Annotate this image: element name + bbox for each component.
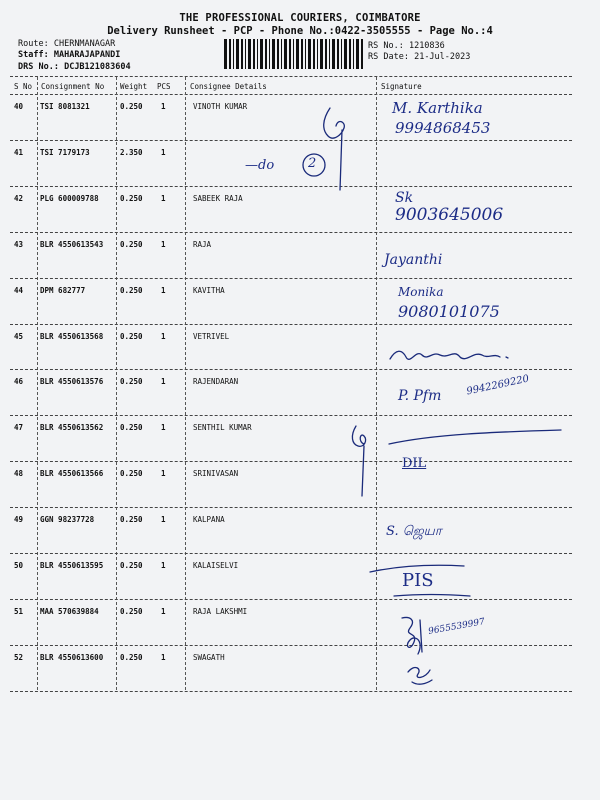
cell-consignee: SENTHIL KUMAR bbox=[193, 423, 252, 433]
rs-date-label: RS Date: bbox=[368, 52, 409, 62]
row-separator bbox=[10, 232, 572, 233]
rs-date-value: 21-Jul-2023 bbox=[414, 52, 471, 62]
row-separator bbox=[10, 186, 572, 187]
barcode-image bbox=[224, 39, 364, 69]
handwritten-sig: PIS bbox=[402, 570, 434, 591]
drs-label: DRS No.: bbox=[18, 62, 59, 72]
cell-consignment: BLR 4550613576 bbox=[40, 377, 104, 387]
cell-pcs: 1 bbox=[161, 423, 166, 433]
cell-sno: 45 bbox=[14, 331, 24, 341]
header-bottom-rule bbox=[10, 94, 572, 95]
cell-weight: 0.250 bbox=[120, 423, 143, 433]
rs-no-value: 1210836 bbox=[408, 41, 445, 51]
row-separator bbox=[10, 507, 572, 508]
rs-no-line bbox=[368, 41, 445, 51]
col-header-pcs: PCS bbox=[157, 82, 171, 91]
cell-consignee: RAJA LAKSHMI bbox=[193, 606, 248, 616]
cell-weight: 0.250 bbox=[120, 515, 143, 525]
cell-consignment: BLR 4550613562 bbox=[40, 423, 104, 433]
company-title: THE PROFESSIONAL COURIERS, COIMBATORE bbox=[179, 12, 421, 24]
cell-pcs: 1 bbox=[161, 377, 166, 387]
handwritten-phone: 9080101075 bbox=[398, 302, 500, 321]
cell-consignee: VINOTH KUMAR bbox=[193, 102, 248, 111]
cell-consignment: TSI 7179173 bbox=[40, 147, 90, 157]
bracket-scribble bbox=[350, 420, 380, 500]
row-separator bbox=[10, 140, 572, 141]
cell-weight: 0.250 bbox=[120, 331, 143, 341]
handwritten-scribble-sig bbox=[404, 660, 438, 690]
row-separator bbox=[10, 599, 572, 600]
cell-consignment: BLR 4550613595 bbox=[40, 561, 104, 570]
cell-sno: 42 bbox=[14, 193, 24, 203]
signature-underline bbox=[392, 590, 472, 602]
cell-consignment: TSI 8081321 bbox=[40, 102, 90, 111]
cell-sno: 47 bbox=[14, 423, 24, 433]
cell-consignment: GGN 98237728 bbox=[40, 515, 95, 525]
cell-pcs: 1 bbox=[161, 102, 166, 111]
row-separator bbox=[10, 691, 572, 692]
handwritten-phone: 9003645006 bbox=[395, 205, 504, 225]
cell-sno: 52 bbox=[14, 652, 24, 662]
row-separator bbox=[10, 324, 572, 325]
signature-stroke bbox=[385, 428, 565, 448]
cell-weight: 0.250 bbox=[120, 193, 143, 203]
cell-consignment: DPM 682777 bbox=[40, 285, 86, 295]
col-header-sno: S No bbox=[14, 82, 33, 91]
cell-pcs: 1 bbox=[161, 331, 166, 341]
cell-consignee: RAJENDARAN bbox=[193, 377, 239, 387]
cell-sno: 49 bbox=[14, 515, 24, 525]
cell-sno: 51 bbox=[14, 606, 24, 616]
cell-consignee: KALAISELVI bbox=[193, 561, 239, 570]
cell-sno: 50 bbox=[14, 561, 24, 570]
cell-weight: 0.250 bbox=[120, 239, 143, 249]
col-header-consignment: Consignment No bbox=[41, 82, 105, 91]
handwritten-sig: Monika bbox=[398, 285, 444, 299]
rs-no-label: RS No.: bbox=[368, 41, 404, 51]
drs-line bbox=[18, 62, 131, 72]
cell-pcs: 1 bbox=[161, 147, 166, 157]
col-header-signature: Signature bbox=[381, 82, 422, 91]
runsheet-subtitle: Delivery Runsheet - PCP - Phone No.:0422-3505555 - Page No.:4 bbox=[107, 25, 493, 37]
cell-weight: 2.350 bbox=[120, 147, 143, 157]
route-value: CHERNMANAGAR bbox=[53, 39, 116, 49]
cell-sno: 46 bbox=[14, 377, 24, 387]
handwritten-name: M. Karthika bbox=[392, 99, 483, 117]
cell-sno: 41 bbox=[14, 147, 24, 157]
handwritten-sig: DIL bbox=[402, 456, 427, 471]
handwritten-scribble-sig bbox=[396, 612, 436, 662]
cell-consignment: BLR 4550613566 bbox=[40, 469, 104, 479]
staff-label: Staff: bbox=[18, 50, 49, 60]
rs-date-line bbox=[368, 52, 470, 62]
row-separator bbox=[10, 645, 572, 646]
cell-sno: 48 bbox=[14, 469, 24, 479]
handwritten-sig: S. ஜெயா bbox=[386, 524, 442, 539]
cell-pcs: 1 bbox=[161, 606, 166, 616]
cell-weight: 0.250 bbox=[120, 285, 143, 295]
cell-consignee: SRINIVASAN bbox=[193, 469, 239, 479]
cell-consignee: RAJA bbox=[193, 239, 212, 249]
handwritten-sig: P. Pfm bbox=[398, 388, 442, 404]
cell-pcs: 1 bbox=[161, 285, 166, 295]
col-header-weight: Weight bbox=[120, 82, 148, 91]
handwritten-phone: 9655539997 bbox=[427, 617, 486, 637]
cell-consignee: SABEEK RAJA bbox=[193, 193, 243, 203]
cell-consignment: PLG 600009788 bbox=[40, 193, 99, 203]
cell-sno: 43 bbox=[14, 239, 24, 249]
cell-pcs: 1 bbox=[161, 239, 166, 249]
row-separator bbox=[10, 553, 572, 554]
cell-consignment: BLR 4550613568 bbox=[40, 331, 104, 341]
handwritten-sig: Sk bbox=[395, 190, 414, 206]
ditto-mark: —do bbox=[245, 158, 275, 173]
cell-weight: 0.250 bbox=[120, 606, 143, 616]
row-separator bbox=[10, 415, 572, 416]
col-header-consignee: Consignee Details bbox=[190, 82, 267, 91]
cell-weight: 0.250 bbox=[120, 377, 143, 387]
row-separator bbox=[10, 461, 572, 462]
cell-weight: 0.250 bbox=[120, 652, 143, 662]
route-line bbox=[18, 39, 115, 49]
circled-number-text: 2 bbox=[308, 156, 317, 171]
handwritten-phone: 9994868453 bbox=[395, 119, 491, 137]
row-separator bbox=[10, 278, 572, 279]
staff-line bbox=[18, 50, 120, 60]
handwritten-phone: 9942269220 bbox=[465, 373, 531, 398]
cell-consignee: VETRIVEL bbox=[193, 331, 230, 341]
cell-weight: 0.250 bbox=[120, 102, 143, 111]
route-label: Route: bbox=[18, 39, 49, 49]
cell-pcs: 1 bbox=[161, 515, 166, 525]
cell-sno: 44 bbox=[14, 285, 24, 295]
cell-consignee: KAVITHA bbox=[193, 285, 225, 295]
cell-pcs: 1 bbox=[161, 469, 166, 479]
cell-pcs: 1 bbox=[161, 652, 166, 662]
cell-pcs: 1 bbox=[161, 193, 166, 203]
handwritten-sig: Jayanthi bbox=[384, 252, 443, 268]
cell-pcs: 1 bbox=[161, 561, 166, 570]
cell-weight: 0.250 bbox=[120, 469, 143, 479]
cell-sno: 40 bbox=[14, 102, 24, 111]
cell-consignment: BLR 4550613600 bbox=[40, 652, 104, 662]
cell-consignee: SWAGATH bbox=[193, 652, 225, 662]
header-top-rule bbox=[10, 76, 572, 77]
staff-value: MAHARAJAPANDI bbox=[53, 50, 121, 60]
cell-consignment: MAA 570639884 bbox=[40, 606, 99, 616]
cell-weight: 0.250 bbox=[120, 561, 143, 570]
cell-consignee: KALPANA bbox=[193, 515, 225, 525]
drs-value: DCJB121083604 bbox=[64, 62, 131, 72]
handwritten-tamil-sig bbox=[388, 345, 518, 370]
cell-consignment: BLR 4550613543 bbox=[40, 239, 104, 249]
